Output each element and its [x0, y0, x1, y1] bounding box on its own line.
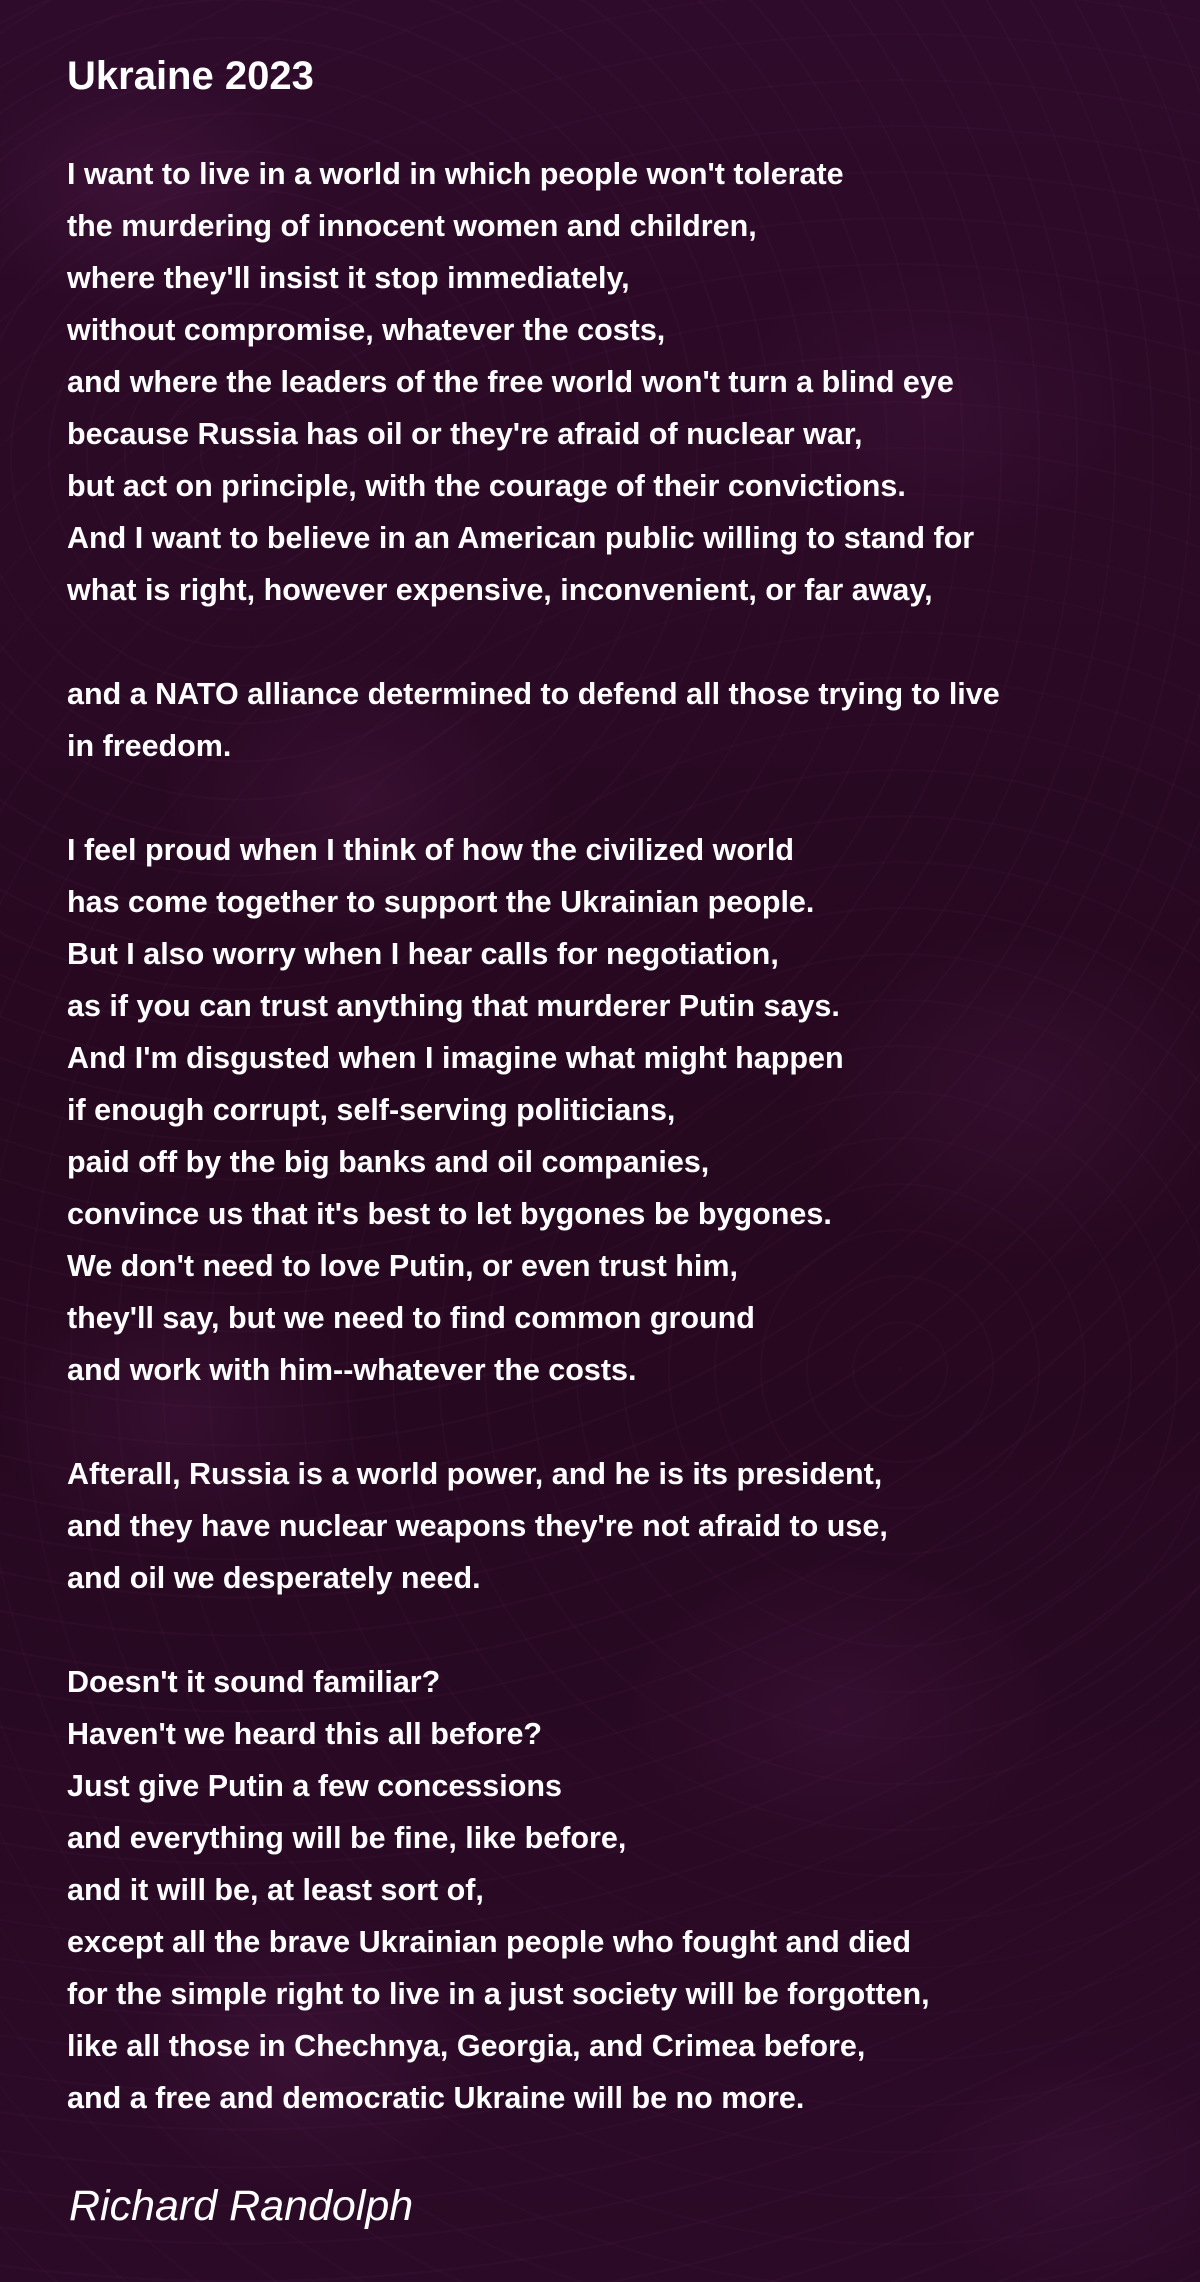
poem-line: and where the leaders of the free world won't turn a blind eye [67, 365, 954, 399]
poem-line: and a free and democratic Ukraine will be no more. [67, 2081, 805, 2115]
poem-author: Richard Randolph [69, 2182, 414, 2230]
poem-line: Just give Putin a few concessions [67, 1769, 562, 1803]
poem-line: and oil we desperately need. [67, 1561, 481, 1595]
poem-line: the murdering of innocent women and children, [67, 209, 757, 243]
poem-line: and they have nuclear weapons they're not afraid to use, [67, 1509, 888, 1543]
poem-stanza [67, 668, 1167, 772]
poem-line: without compromise, whatever the costs, [67, 313, 666, 347]
poem-line: And I'm disgusted when I imagine what might happen [67, 1041, 844, 1075]
poem-line: and it will be, at least sort of, [67, 1873, 484, 1907]
poem-line: and a NATO alliance determined to defend all those trying to live [67, 677, 1000, 711]
poem-stanza [67, 824, 1167, 1396]
poem-line: Afterall, Russia is a world power, and he is its president, [67, 1457, 883, 1491]
poem-title: Ukraine 2023 [67, 54, 314, 98]
poem-stanza [67, 1448, 1167, 1604]
poem-line: Doesn't it sound familiar? [67, 1665, 441, 1699]
poem-line: paid off by the big banks and oil companies, [67, 1145, 710, 1179]
poem-line: But I also worry when I hear calls for negotiation, [67, 937, 779, 971]
poem-line: like all those in Chechnya, Georgia, and Crimea before, [67, 2029, 866, 2063]
poem-stanza [67, 1656, 1167, 2124]
poem-stanza [67, 148, 1167, 616]
poem-body [67, 148, 1167, 2176]
poem-line: except all the brave Ukrainian people who fought and died [67, 1925, 911, 1959]
poem-line: has come together to support the Ukrainian people. [67, 885, 815, 919]
poem-line: as if you can trust anything that murderer Putin says. [67, 989, 840, 1023]
poem-line: they'll say, but we need to find common ground [67, 1301, 755, 1335]
poem-line: I want to live in a world in which people won't tolerate [67, 157, 844, 191]
poem-line: but act on principle, with the courage of their convictions. [67, 469, 906, 503]
poem-line: what is right, however expensive, inconvenient, or far away, [67, 573, 933, 607]
poem-line: in freedom. [67, 729, 232, 763]
poem-line: where they'll insist it stop immediately, [67, 261, 630, 295]
poem-line: if enough corrupt, self-serving politicians, [67, 1093, 676, 1127]
poem-line: and everything will be fine, like before, [67, 1821, 627, 1855]
poem-line: Haven't we heard this all before? [67, 1717, 543, 1751]
poem-line: I feel proud when I think of how the civilized world [67, 833, 794, 867]
poem-line: convince us that it's best to let bygones be bygones. [67, 1197, 832, 1231]
poem-line: and work with him--whatever the costs. [67, 1353, 637, 1387]
poem-line: for the simple right to live in a just society will be forgotten, [67, 1977, 930, 2011]
poem-line: because Russia has oil or they're afraid of nuclear war, [67, 417, 863, 451]
poem-line: We don't need to love Putin, or even trust him, [67, 1249, 738, 1283]
poem-line: And I want to believe in an American public willing to stand for [67, 521, 975, 555]
